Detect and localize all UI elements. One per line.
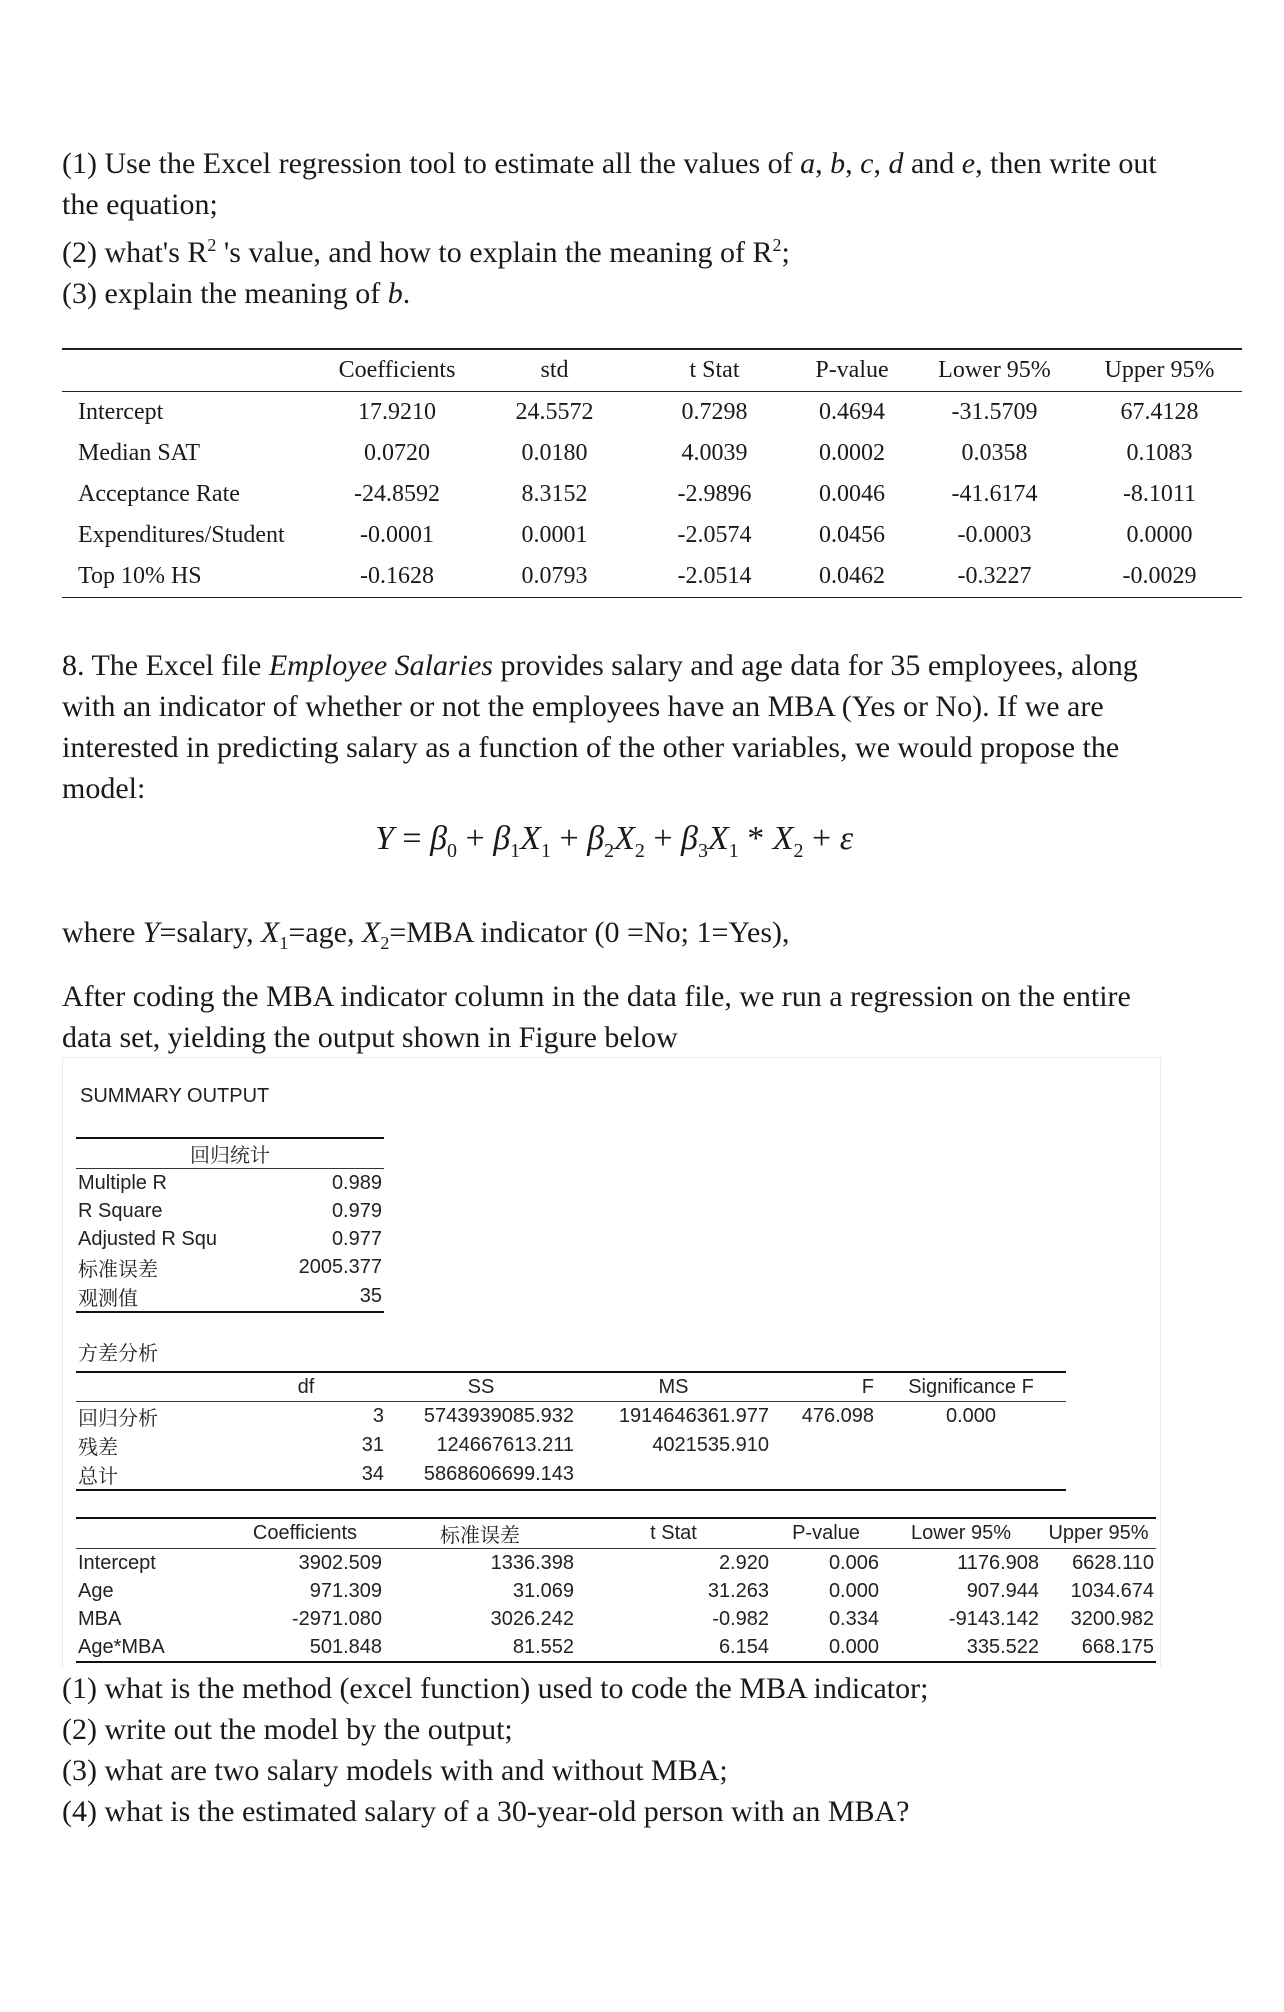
stat-row: 标准误差 2005.377 — [78, 1256, 382, 1281]
coef-row: Age 971.309 31.069 31.263 0.000 907.944 1034.674 — [78, 1579, 1154, 1602]
regression-stats-table — [76, 1137, 384, 1313]
variable-definitions: where Y=salary, $X_1=age$, $X_2=MBA$ indicator (0 =No; 1=Yes), — [62, 916, 790, 953]
stat-row: Adjusted R Squ 0.977 — [78, 1227, 382, 1250]
coef-row: Age*MBA 501.848 81.552 6.154 0.000 335.522 668.175 — [76, 1633, 1156, 1662]
coefficients-table — [76, 1517, 1156, 1663]
anova-header-row: df SS MS F Significance F — [76, 1372, 1066, 1402]
anova-title: 方差分析 — [78, 1343, 158, 1365]
regression-table-1 — [62, 348, 1242, 598]
stat-row: R Square 0.979 — [78, 1199, 382, 1222]
stat-row: Multiple R 0.989 — [78, 1171, 382, 1194]
question-7-block — [62, 143, 1182, 314]
coef-row: MBA -2971.080 3026.242 -0.982 0.334 -9143.142 3200.982 — [78, 1607, 1154, 1630]
q7-part-1: (1) Use the Excel regression tool to estimate all the values of a, b, c, d and e, then write out the equation; — [62, 147, 1157, 221]
q7-part-3: (3) explain the meaning of b. — [62, 277, 411, 310]
coef-header-row: Coefficients 标准误差 t Stat P-value Lower 95% Upper 95% — [76, 1518, 1156, 1549]
summary-title: SUMMARY OUTPUT — [80, 1085, 270, 1107]
file-name: Employee Salaries — [268, 649, 493, 682]
anova-row: 回归分析 3 5743939085.932 1914646361.977 476.098 0.000 — [78, 1405, 997, 1430]
table-row: Intercept 17.9210 24.5572 0.7298 0.4694 -31.5709 67.4128 — [78, 399, 1199, 425]
anova-table — [76, 1371, 1066, 1491]
table-row: Median SAT 0.0720 0.0180 4.0039 0.0002 0.0358 0.1083 — [78, 440, 1193, 466]
q7-part-2: (2) what's $R^2$ 's value, and how to explain the meaning of $R^2$; — [62, 235, 790, 269]
after-coding-text: After coding the MBA indicator column in the data file, we run a regression on the entire data set, yielding the output shown in Figure below — [62, 980, 1131, 1054]
stat-row: 观测值 35 — [76, 1282, 384, 1312]
model-equation: $Y = \beta_0 + \beta_1X_1 + \beta_2X_2 + \beta_3X_1 * X_2 + \varepsilon$ — [375, 820, 854, 862]
q8-part-2: (2) write out the model by the output; — [62, 1713, 513, 1746]
anova-row: 残差 31 124667613.211 4021535.910 — [78, 1434, 769, 1459]
table-header-row: Coefficients std t Stat P-value Lower 95% Upper 95% — [62, 349, 1242, 392]
stats-header: 回归统计 — [190, 1145, 270, 1167]
table-row: Expenditures/Student -0.0001 0.0001 -2.0574 0.0456 -0.0003 0.0000 — [78, 522, 1193, 548]
q8-part-3: (3) what are two salary models with and without MBA; — [62, 1754, 728, 1787]
anova-row: 总计 34 5868606699.143 — [76, 1460, 1066, 1490]
question-8-parts — [62, 1668, 1182, 1832]
q8-part-4: (4) what is the estimated salary of a 30-year-old person with an MBA? — [62, 1795, 910, 1828]
coef-row: Intercept 3902.509 1336.398 2.920 0.006 1176.908 6628.110 — [78, 1551, 1154, 1574]
excel-summary-output — [62, 1057, 1162, 1667]
q8-part-1: (1) what is the method (excel function) used to code the MBA indicator; — [62, 1672, 929, 1705]
table-row: Top 10% HS -0.1628 0.0793 -2.0514 0.0462 -0.3227 -0.0029 — [62, 556, 1242, 598]
question-8-intro: 8. The Excel file Employee Salaries provides salary and age data for 35 employees, along with an indicator of whether or not the employees have an MBA (Yes or No). If we are interested in predicting salary as a function of the other variables, we would propose the model: — [62, 649, 1138, 805]
table-row: Acceptance Rate -24.8592 8.3152 -2.9896 0.0046 -41.6174 -8.1011 — [78, 481, 1197, 507]
